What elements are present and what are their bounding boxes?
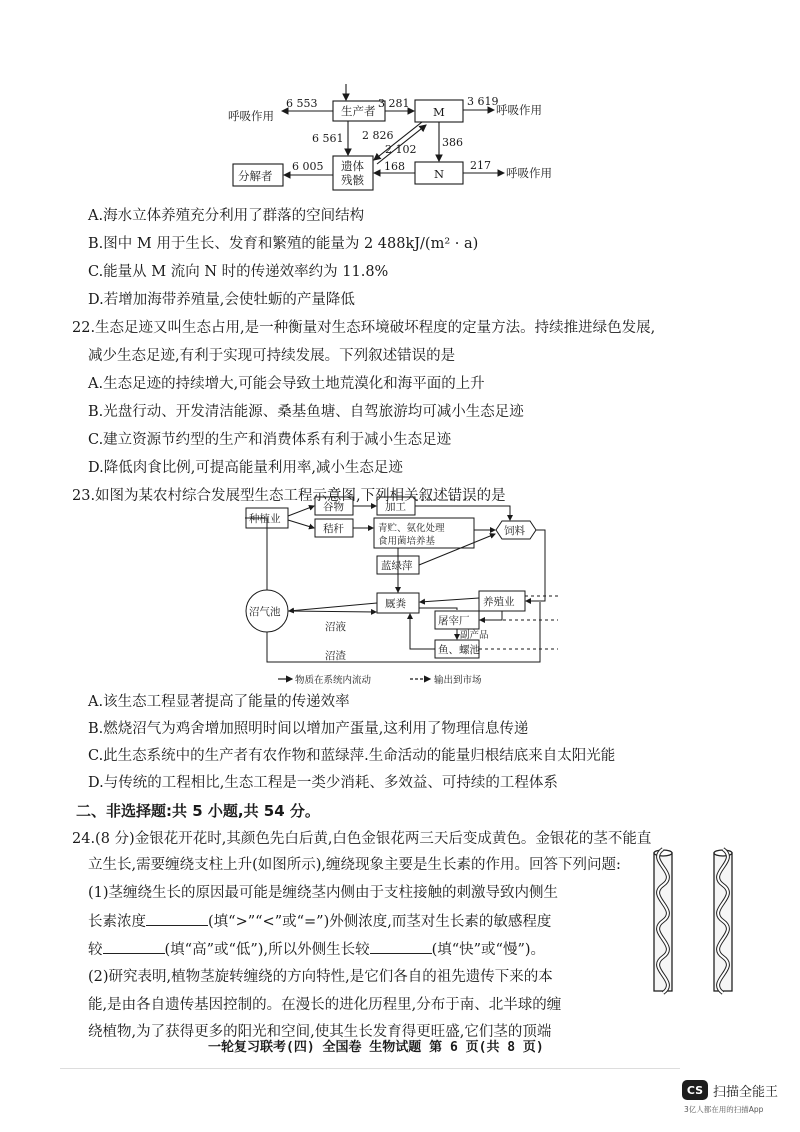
q22-stem-line1: 22.生态足迹又叫生态占用,是一种衡量对生态环境破坏程度的定量方法。持续推进绿色发展,	[72, 320, 656, 336]
footer-divider	[60, 1068, 680, 1069]
scanner-watermark	[682, 1080, 778, 1100]
legend-flow-label: 物质在系统内流动	[295, 675, 372, 686]
remains-label-2: 残骸	[341, 173, 364, 187]
value-2826: 2 826	[362, 129, 394, 142]
q23-option-b: B.燃烧沼气为鸡舍增加照明时间以增加产蛋量,这利用了物理信息传递	[88, 721, 529, 737]
grain-label: 谷物	[323, 501, 344, 513]
byproduct-label: 副产品	[460, 630, 489, 641]
q22-stem-line2: 减少生态足迹,有利于实现可持续发展。下列叙述错误的是	[88, 348, 456, 364]
q24-line3: (1)茎缠绕生长的原因最可能是缠绕茎内侧由于支柱接触的刺激导致内侧生	[88, 885, 559, 901]
value-3281: 3 281	[378, 97, 410, 110]
value-386: 386	[442, 136, 463, 149]
q24-line5-b: (填“高”或“低”),所以外侧生长较	[164, 942, 370, 958]
scanner-tagline: 3亿人都在用的扫描App	[684, 1105, 764, 1114]
q24-line4	[88, 911, 551, 932]
q24-blank-3[interactable]	[370, 939, 432, 954]
planting-label: 种植业	[249, 513, 281, 525]
q24-line5	[88, 939, 545, 960]
decomposer-label: 分解者	[238, 169, 273, 183]
q22-option-a: A.生态足迹的持续增大,可能会导致土地荒漠化和海平面的上升	[88, 376, 485, 392]
straw-label: 秸秆	[323, 523, 344, 535]
q24-line8: 绕植物,为了获得更多的阳光和空间,使其生长发育得更旺盛,它们茎的顶端	[88, 1024, 552, 1040]
n-label: N	[434, 167, 445, 181]
value-6005: 6 005	[292, 160, 324, 173]
q23-option-c: C.此生态系统中的生产者有农作物和蓝绿萍.生命活动的能量归根结底来自太阳光能	[88, 748, 616, 764]
q21-option-b: B.图中 M 用于生长、发育和繁殖的能量为 2 488kJ/(m² · a)	[88, 236, 479, 252]
manure-label: 厩粪	[385, 598, 406, 610]
twining-vine-illustration	[640, 845, 750, 995]
page-footer: 一轮复习联考(四) 全国卷 生物试题 第 6 页(共 8 页)	[208, 1040, 544, 1055]
legend-market-label: 输出到市场	[434, 675, 482, 686]
slaughter-label: 屠宰厂	[438, 615, 470, 627]
value-3619: 3 619	[467, 95, 499, 108]
processing-label: 加工	[385, 501, 406, 513]
resp-right-top-label: 呼吸作用	[496, 103, 542, 117]
m-label: M	[433, 105, 445, 119]
q23-stem: 23.如图为某农村综合发展型生态工程示意图,下列相关叙述错误的是	[72, 488, 506, 504]
scanner-app-name: 扫描全能王	[713, 1084, 779, 1100]
value-217: 217	[470, 159, 491, 172]
fish-pond-label: 鱼、螺池	[438, 644, 480, 656]
value-168: 168	[384, 160, 405, 173]
value-6561: 6 561	[312, 132, 344, 145]
biogas-liquid-label: 沼液	[325, 621, 346, 633]
breeding-label: 养殖业	[483, 596, 515, 608]
q24-blank-2[interactable]	[103, 939, 165, 954]
resp-right-bottom-label: 呼吸作用	[506, 166, 552, 180]
energy-flow-diagram	[220, 80, 570, 200]
producer-label: 生产者	[341, 104, 376, 118]
biogas-residue-label: 沼渣	[325, 650, 346, 662]
q24-line4-a: 长素浓度	[88, 914, 146, 930]
eco-engineering-diagram	[240, 490, 560, 690]
q21-option-c: C.能量从 M 流向 N 时的传递效率约为 11.8%	[88, 264, 389, 280]
q23-option-d: D.与传统的工程相比,生态工程是一类少消耗、多效益、可持续的工程体系	[88, 775, 558, 791]
feed-label: 饲料	[504, 525, 525, 537]
q24-line5-a: 较	[88, 942, 103, 958]
silage-label-2: 食用菌培养基	[378, 536, 436, 547]
q24-line1: 24.(8 分)金银花开花时,其颜色先白后黄,白色金银花两三天后变成黄色。金银花的茎不能直	[72, 831, 652, 847]
q24-line5-c: (填“快”或“慢”)。	[431, 942, 546, 958]
q21-option-a: A.海水立体养殖充分利用了群落的空间结构	[88, 208, 365, 224]
q24-line4-b: (填“>”“<”或“=”)外侧浓度,而茎对生长素的敏感程度	[208, 914, 552, 930]
q21-option-d: D.若增加海带养殖量,会使牡蛎的产量降低	[88, 292, 355, 308]
biogas-pool-label: 沼气池	[249, 606, 281, 618]
q23-option-a: A.该生态工程显著提高了能量的传递效率	[88, 694, 350, 710]
q24-line6: (2)研究表明,植物茎旋转缠绕的方向特性,是它们各自的祖先遗传下来的本	[88, 969, 553, 985]
q22-option-c: C.建立资源节约型的生产和消费体系有利于减小生态足迹	[88, 432, 452, 448]
section-header-nonchoice: 二、非选择题:共 5 小题,共 54 分。	[76, 802, 320, 820]
q24-blank-1[interactable]	[146, 911, 208, 926]
azolla-label: 蓝绿萍	[381, 560, 413, 572]
scanner-logo-icon: CS	[682, 1080, 708, 1100]
q24-line7: 能,是由各自遗传基因控制的。在漫长的进化历程里,分布于南、北半球的缠	[88, 997, 562, 1013]
value-6553: 6 553	[286, 97, 318, 110]
silage-label-1: 青贮、氨化处理	[378, 523, 445, 534]
value-2102: 2 102	[385, 143, 417, 156]
q24-line2: 立生长,需要缠绕支柱上升(如图所示),缠绕现象主要是生长素的作用。回答下列问题:	[88, 857, 621, 873]
remains-label-1: 遗体	[341, 159, 364, 173]
q22-option-d: D.降低肉食比例,可提高能量利用率,减小生态足迹	[88, 460, 403, 476]
q22-option-b: B.光盘行动、开发清洁能源、桑基鱼塘、自驾旅游均可减小生态足迹	[88, 404, 524, 420]
resp-left-label: 呼吸作用	[228, 109, 274, 123]
